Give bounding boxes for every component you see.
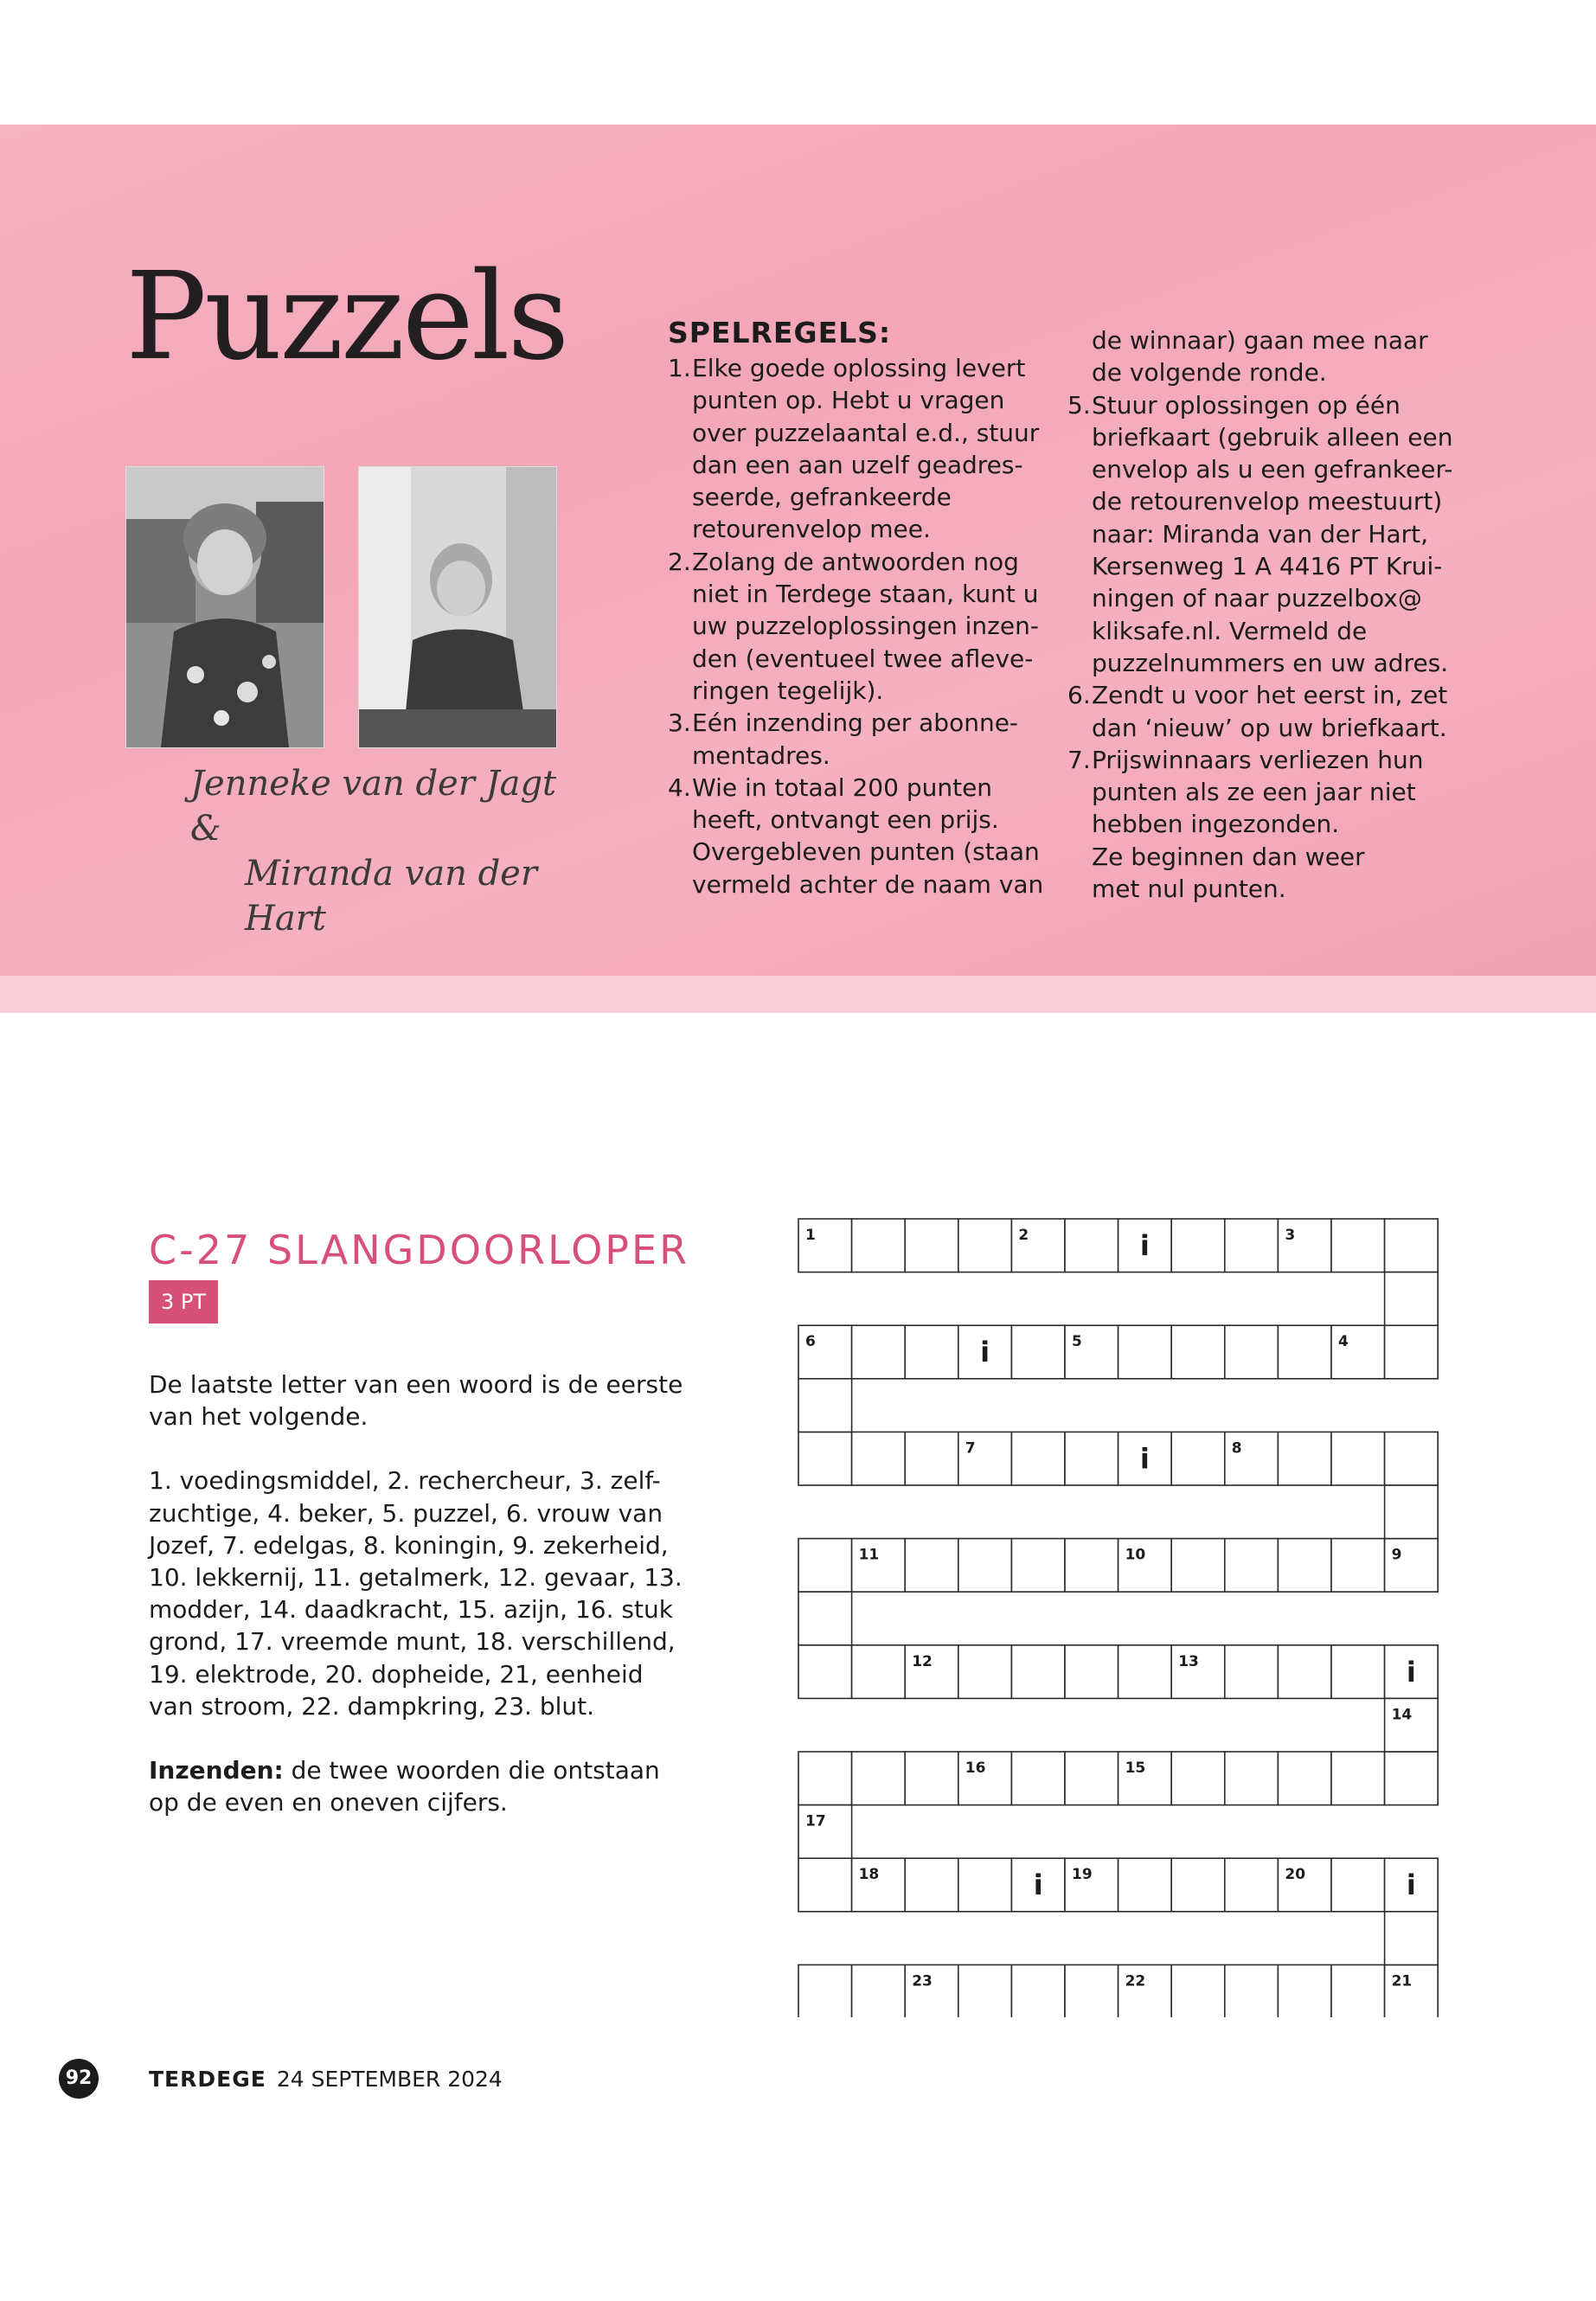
grid-cell[interactable] xyxy=(1278,1432,1331,1485)
submit-label: Inzenden: xyxy=(149,1756,284,1785)
grid-cell[interactable] xyxy=(1331,1219,1385,1272)
cell-number: 20 xyxy=(1285,1866,1306,1884)
grid-cell[interactable] xyxy=(1225,1325,1279,1379)
rule-line: Overgebleven punten (staan xyxy=(692,837,1040,867)
grid-cell[interactable] xyxy=(1225,1752,1279,1805)
rule-line: ningen of naar puzzelbox@ xyxy=(1092,584,1422,613)
cell-number: 22 xyxy=(1125,1972,1146,1990)
grid-cell[interactable] xyxy=(1278,1965,1331,2017)
rule-line: den (eventueel twee afleve- xyxy=(692,644,1034,673)
cell-number: 23 xyxy=(912,1972,933,1990)
grid-cell[interactable] xyxy=(1385,1272,1439,1326)
rule-line: punten op. Hebt u vragen xyxy=(692,386,1005,415)
rule-number: 6. xyxy=(1067,681,1091,710)
grid-cell[interactable] xyxy=(958,1645,1012,1699)
grid-cell[interactable] xyxy=(798,1858,852,1912)
rule-line: Kersenweg 1 A 4416 PT Krui- xyxy=(1092,552,1443,581)
grid-cell[interactable] xyxy=(1171,1752,1225,1805)
rule-line: seerde, gefrankeerde xyxy=(692,483,952,512)
grid-cell[interactable] xyxy=(1385,1752,1439,1805)
grid-cell[interactable] xyxy=(852,1752,906,1805)
rule-line: vermeld achter de naam van xyxy=(692,869,1044,899)
rules-list-left xyxy=(668,352,1048,901)
rule-line: punten als ze een jaar niet xyxy=(1092,778,1416,807)
puzzle-instructions xyxy=(149,1368,685,1850)
puzzle-title: C-27 SLANGDOORLOPER xyxy=(149,1227,690,1273)
rule-5 xyxy=(1067,389,1474,680)
grid-cell[interactable] xyxy=(1331,1432,1385,1485)
rules-heading: SPELREGELS: xyxy=(668,316,892,349)
info-icon: i xyxy=(1139,1442,1150,1476)
grid-cell[interactable] xyxy=(1011,1325,1065,1379)
rule-line: heeft, ontvangt een prijs. xyxy=(692,805,999,835)
info-icon: i xyxy=(1139,1229,1150,1262)
cell-number: 10 xyxy=(1125,1546,1146,1564)
cell-number: 6 xyxy=(805,1333,816,1351)
grid-cell[interactable] xyxy=(1385,1325,1439,1379)
rule-line: Zendt u voor het eerst in, zet xyxy=(1092,681,1448,710)
cell-number: 7 xyxy=(965,1439,976,1458)
grid-cell[interactable] xyxy=(1011,1432,1065,1485)
grid-cell[interactable] xyxy=(1225,1539,1279,1593)
grid-cell[interactable] xyxy=(905,1219,958,1272)
rule-number: 4. xyxy=(668,772,691,802)
rule-line: Elke goede oplossing levert xyxy=(692,354,1026,382)
grid-cell[interactable] xyxy=(1331,1645,1385,1699)
rule-line: puzzelnummers en uw adres. xyxy=(1092,648,1449,677)
grid-cell[interactable] xyxy=(1171,1858,1225,1912)
grid-cell[interactable] xyxy=(1065,1219,1118,1272)
grid-cell[interactable] xyxy=(1118,1645,1172,1699)
grid-cell[interactable] xyxy=(1011,1752,1065,1805)
grid-cell[interactable] xyxy=(1385,1432,1439,1485)
grid-cell[interactable] xyxy=(1331,1965,1385,2017)
photo-jenneke xyxy=(125,466,324,748)
grid-cell[interactable] xyxy=(1118,1858,1172,1912)
grid-cell[interactable] xyxy=(905,1325,958,1379)
grid-cell[interactable] xyxy=(1065,1432,1118,1485)
grid-cell[interactable] xyxy=(1171,1965,1225,2017)
grid-cell[interactable] xyxy=(1278,1645,1331,1699)
grid-cell[interactable] xyxy=(852,1219,906,1272)
page-footer xyxy=(59,2057,503,2100)
grid-cell[interactable] xyxy=(905,1539,958,1593)
grid-cell[interactable] xyxy=(1225,1965,1279,2017)
cell-number: 1 xyxy=(805,1227,816,1244)
rule-line: de winnaar) gaan mee naar xyxy=(1092,326,1428,355)
grid-cell[interactable] xyxy=(1011,1539,1065,1593)
grid-cell[interactable] xyxy=(1278,1752,1331,1805)
issue-date: 24 SEPTEMBER 2024 xyxy=(276,2066,503,2092)
grid-cell[interactable] xyxy=(905,1858,958,1912)
rule-line: Stuur oplossingen op één xyxy=(1092,390,1401,420)
rules-list-right xyxy=(1067,389,1474,906)
info-icon: i xyxy=(1406,1868,1416,1902)
rule-number: 1. xyxy=(668,354,691,382)
grid-cell[interactable] xyxy=(1065,1752,1118,1805)
rule-line: briefkaart (gebruik alleen een xyxy=(1092,422,1453,452)
rule-line: dan ‘nieuw’ op uw briefkaart. xyxy=(1092,713,1447,742)
info-icon: i xyxy=(1406,1655,1416,1689)
grid-cell[interactable] xyxy=(1225,1858,1279,1912)
cell-number: 3 xyxy=(1285,1227,1296,1244)
grid-cell[interactable] xyxy=(958,1858,1012,1912)
rule-6 xyxy=(1067,679,1474,744)
rule-line: met nul punten. xyxy=(1092,875,1286,904)
grid-cell[interactable] xyxy=(798,1592,852,1645)
cell-number: 21 xyxy=(1391,1972,1413,1990)
puzzle-clues: 1. voedingsmiddel, 2. rechercheur, 3. zelf-zuchtige, 4. beker, 5. puzzel, 6. vrouw van Jozef, 7. edelgas, 8. koningin, 9. zekerheid, 10. lekkernij, 11. getalmerk, 12. gevaar, 13. modder, 14. daadkracht, 15. azijn, 16. stuk grond, 17. vreemde munt, 18. verschillend, 19. elektrode, 20. dopheide, 21, eenheid van stroom, 22. dampkring, 23. blut. xyxy=(149,1466,683,1721)
cell-number: 17 xyxy=(805,1812,826,1830)
brand-name: TERDEGE xyxy=(149,2066,266,2092)
snake-grid xyxy=(798,1218,1439,2017)
rule-number: 5. xyxy=(1067,390,1091,420)
rule-line: over puzzelaantal e.d., stuur xyxy=(692,418,1040,447)
rule-line: ringen tegelijk). xyxy=(692,676,884,705)
puzzle-intro: De laatste letter van een woord is de eerste van het volgende. xyxy=(149,1370,683,1432)
cell-number: 5 xyxy=(1072,1333,1082,1351)
cell-number: 19 xyxy=(1072,1866,1093,1884)
grid-cell[interactable] xyxy=(958,1965,1012,2017)
grid-cell[interactable] xyxy=(1385,1912,1439,1965)
cell-number: 12 xyxy=(912,1652,933,1670)
cell-number: 11 xyxy=(858,1546,880,1564)
cell-number: 8 xyxy=(1231,1439,1242,1458)
rule-line: naar: Miranda van der Hart, xyxy=(1092,519,1428,548)
grid-cell[interactable] xyxy=(1171,1325,1225,1379)
info-icon: i xyxy=(980,1336,990,1369)
rules-continuation xyxy=(1067,324,1474,389)
grid-cell[interactable] xyxy=(852,1325,906,1379)
banner-strip xyxy=(0,976,1596,1013)
cell-number: 13 xyxy=(1178,1652,1199,1670)
photo-caption xyxy=(130,761,562,941)
grid-cell[interactable] xyxy=(1385,1485,1439,1539)
rule-2 xyxy=(668,546,1048,707)
grid-cell[interactable] xyxy=(1011,1645,1065,1699)
info-icon: i xyxy=(1033,1868,1043,1902)
rule-1 xyxy=(668,352,1048,546)
points-badge: 3 PT xyxy=(149,1280,218,1324)
grid-cell[interactable] xyxy=(1065,1539,1118,1593)
page-title: Puzzels xyxy=(125,247,567,388)
grid-cell[interactable] xyxy=(1385,1219,1439,1272)
rule-4 xyxy=(668,772,1048,901)
grid-cell[interactable] xyxy=(1331,1539,1385,1593)
page-number: 92 xyxy=(59,2059,99,2099)
grid-cell[interactable] xyxy=(1331,1858,1385,1912)
cell-number: 14 xyxy=(1391,1706,1413,1724)
rule-number: 7. xyxy=(1067,745,1091,774)
cell-number: 15 xyxy=(1125,1759,1146,1777)
photo-miranda xyxy=(358,466,557,748)
grid-cell[interactable] xyxy=(798,1752,852,1805)
rule-line: mentadres. xyxy=(692,740,830,770)
caption-line-1: Jenneke van der Jagt & xyxy=(190,764,557,849)
rule-number: 2. xyxy=(668,547,691,576)
grid-cell[interactable] xyxy=(958,1219,1012,1272)
rule-line: dan een aan uzelf geadres- xyxy=(692,450,1023,479)
rule-line: Eén inzending per abonne- xyxy=(692,708,1019,738)
grid-cell[interactable] xyxy=(798,1645,852,1699)
rule-line: kliksafe.nl. Vermeld de xyxy=(1092,616,1368,645)
grid-cell[interactable] xyxy=(798,1379,852,1433)
grid-cell[interactable] xyxy=(798,1539,852,1593)
grid-cell[interactable] xyxy=(852,1432,906,1485)
grid-cell[interactable] xyxy=(1331,1752,1385,1805)
rule-line: Prijswinnaars verliezen hun xyxy=(1092,745,1424,774)
submit-text: de twee woorden die ontstaan op de even en oneven cijfers. xyxy=(149,1756,660,1817)
grid-cell[interactable] xyxy=(1011,1965,1065,2017)
grid-cell[interactable] xyxy=(852,1645,906,1699)
rule-line: Wie in totaal 200 punten xyxy=(692,772,993,802)
rule-line: hebben ingezonden. xyxy=(1092,810,1340,839)
grid-cell[interactable] xyxy=(1278,1539,1331,1593)
grid-cell[interactable] xyxy=(1171,1219,1225,1272)
rules-column-right xyxy=(1067,324,1474,905)
rule-line: Zolang de antwoorden nog xyxy=(692,547,1019,576)
caption-line-2: Miranda van der Hart xyxy=(245,854,537,939)
rule-line: envelop als u een gefrankeer- xyxy=(1092,455,1453,484)
grid-cell[interactable] xyxy=(1171,1432,1225,1485)
grid-cell[interactable] xyxy=(1171,1539,1225,1593)
rule-line: Ze beginnen dan weer xyxy=(1092,842,1365,871)
rule-number: 3. xyxy=(668,708,691,738)
puzzle-submit xyxy=(149,1754,685,1818)
grid-cell[interactable] xyxy=(1065,1965,1118,2017)
cell-number: 2 xyxy=(1018,1227,1029,1244)
rule-3 xyxy=(668,707,1048,772)
cell-number: 4 xyxy=(1338,1333,1349,1351)
grid-cell[interactable] xyxy=(1278,1325,1331,1379)
rule-line: de retourenvelop meestuurt) xyxy=(1092,487,1443,516)
rules-column-left xyxy=(668,316,1048,901)
snake-grid-svg xyxy=(798,1218,1439,2017)
cell-number: 16 xyxy=(965,1759,986,1777)
rule-7 xyxy=(1067,744,1474,905)
rule-line: niet in Terdege staan, kunt u xyxy=(692,580,1039,609)
grid-cell[interactable] xyxy=(1225,1645,1279,1699)
grid-cell[interactable] xyxy=(1065,1645,1118,1699)
cell-number: 9 xyxy=(1391,1546,1402,1564)
grid-cell[interactable] xyxy=(905,1752,958,1805)
grid-cell[interactable] xyxy=(798,1965,852,2017)
rule-line: retourenvelop mee. xyxy=(692,515,931,544)
grid-cell[interactable] xyxy=(1118,1325,1172,1379)
grid-cell[interactable] xyxy=(958,1539,1012,1593)
grid-cell[interactable] xyxy=(852,1965,906,2017)
grid-cell[interactable] xyxy=(905,1432,958,1485)
rule-line: de volgende ronde. xyxy=(1092,358,1327,388)
rule-line: uw puzzeloplossingen inzen- xyxy=(692,612,1039,641)
grid-cell[interactable] xyxy=(798,1432,852,1485)
grid-cell[interactable] xyxy=(1225,1219,1279,1272)
cell-number: 18 xyxy=(858,1866,880,1884)
